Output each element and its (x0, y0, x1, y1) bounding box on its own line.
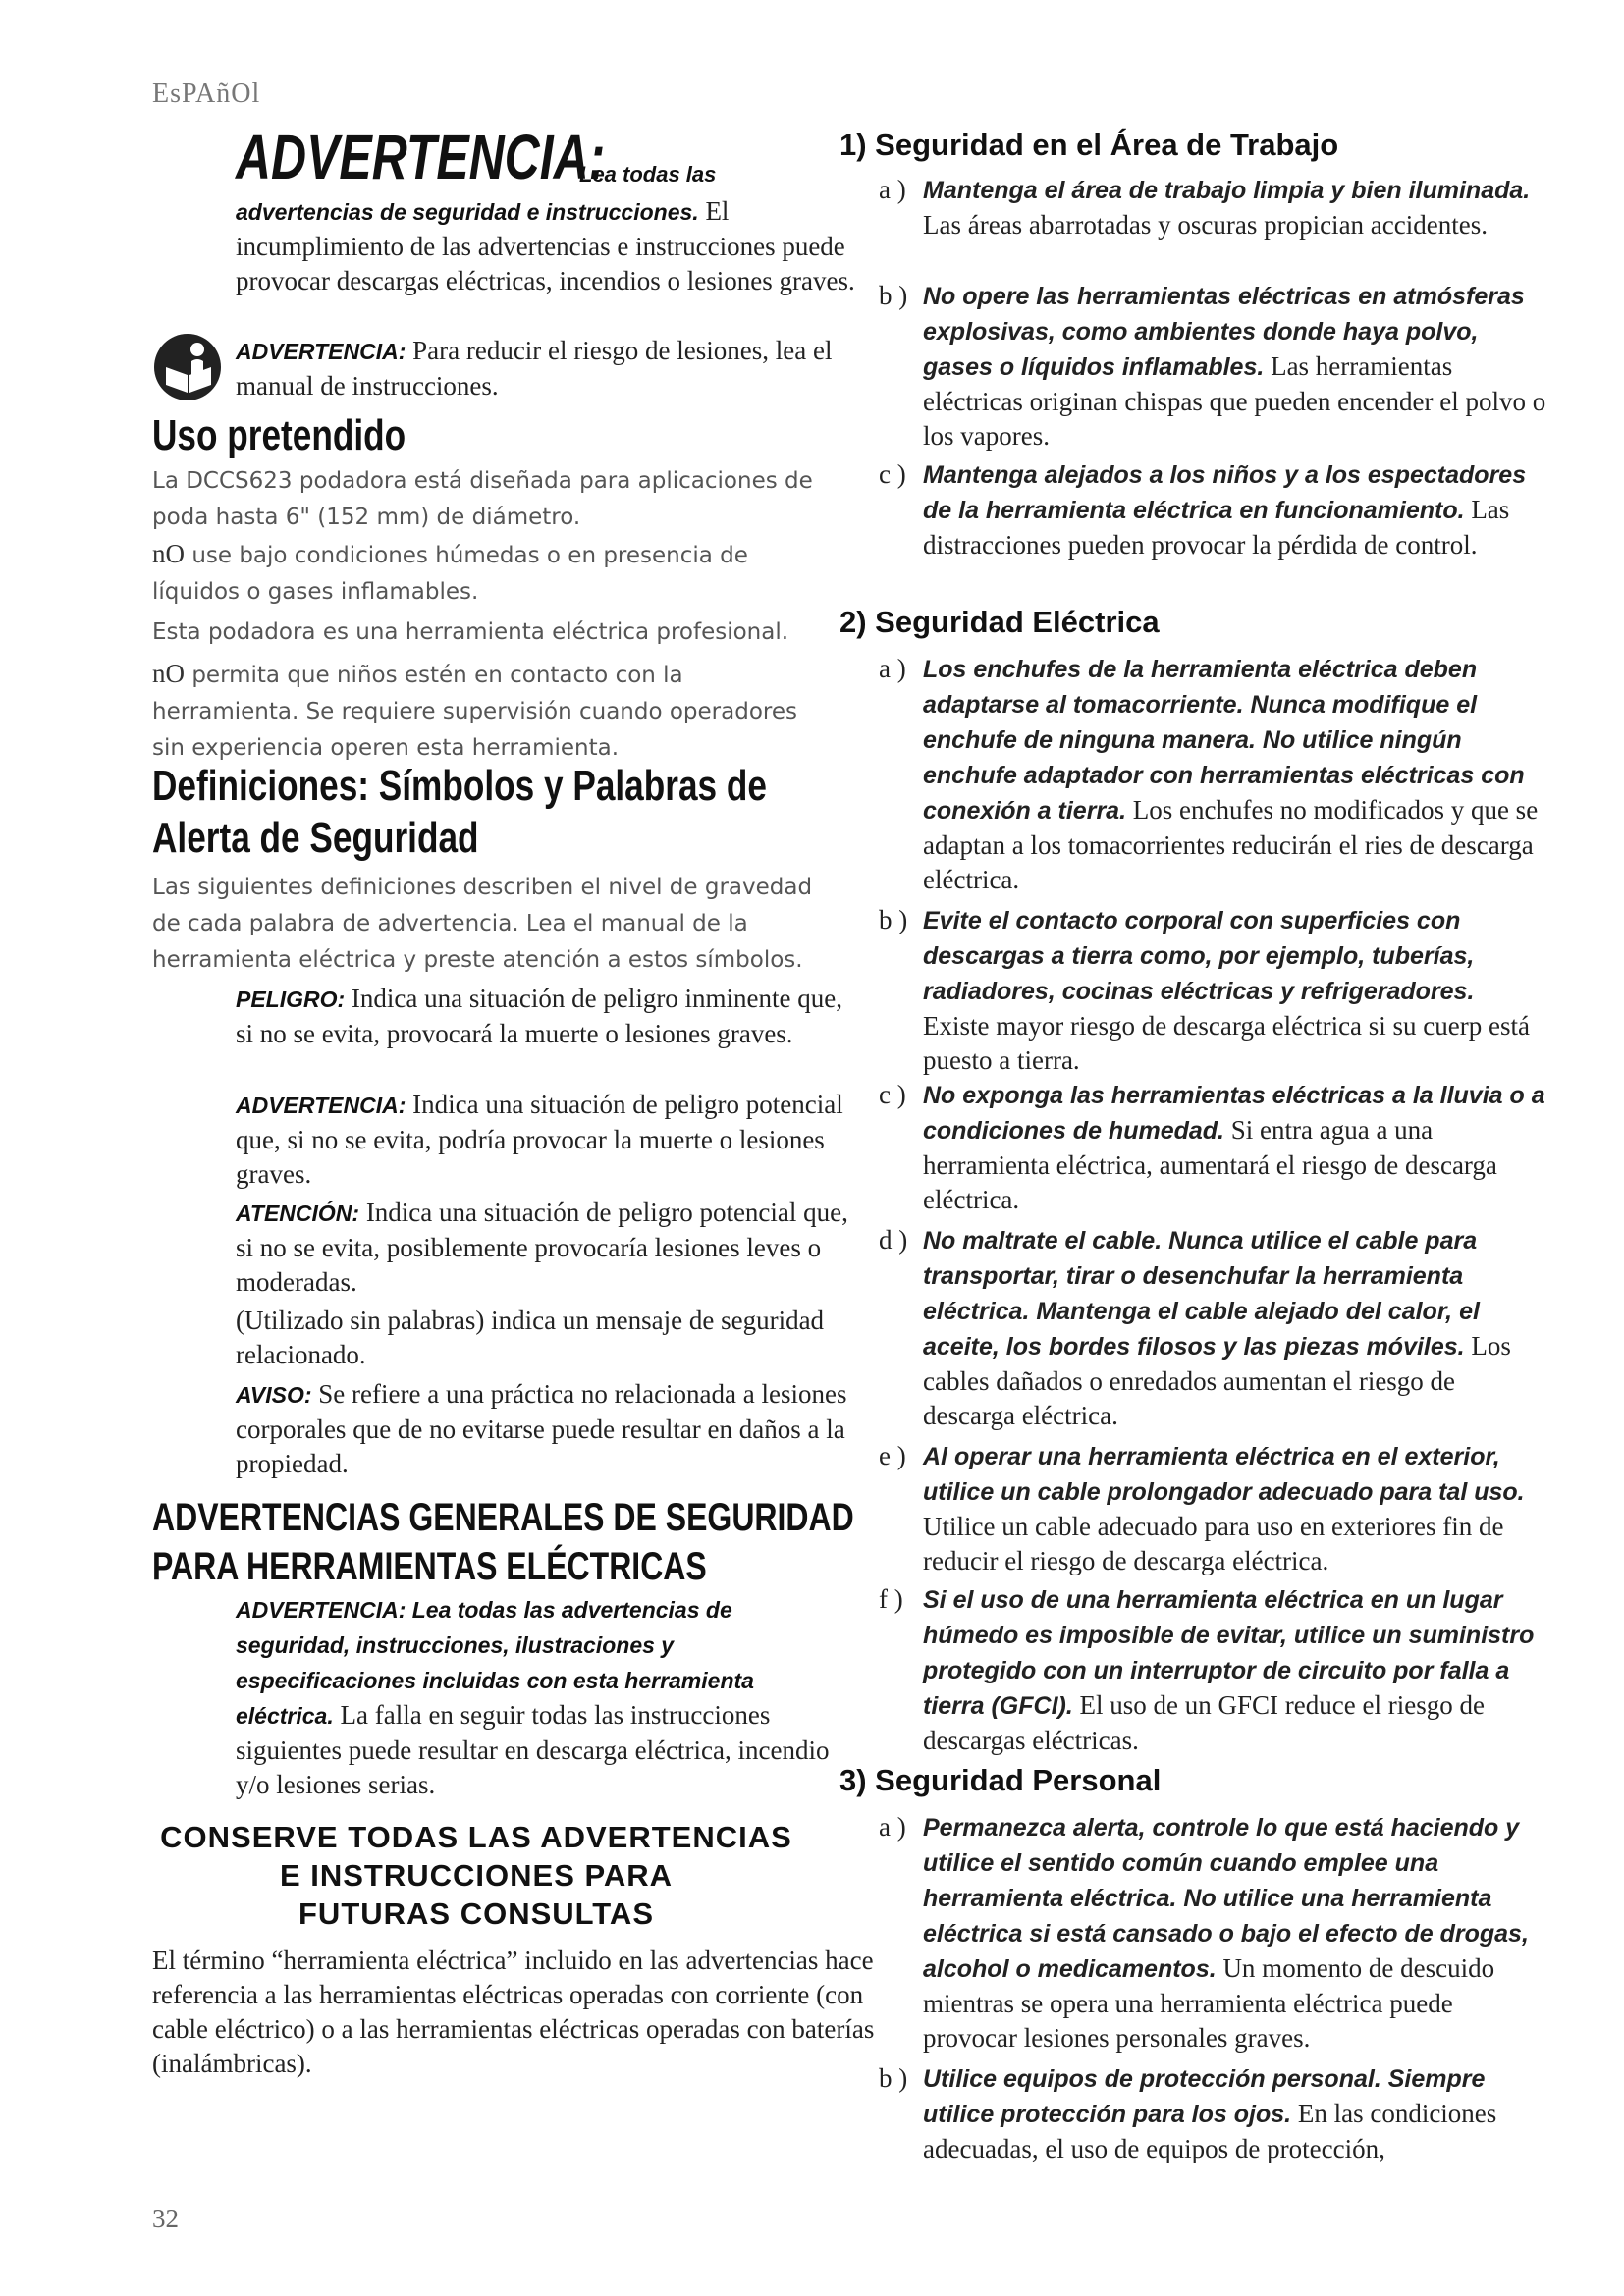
warning-main (236, 122, 903, 192)
s2-item-e: e ) Al operar una herramienta eléctrica en el exterior, utilice un cable prolongador adecuado para tal uso. Utilice un cable adecuado para uso en exteriores fin de reducir el riesgo de descarga eléctrica. (879, 1441, 1525, 1575)
definitions-heading-1: Definiciones: Símbolos y Palabras de (152, 762, 767, 810)
s1-item-a: a ) Mantenga el área de trabajo limpia y bien iluminada. Las áreas abarrotadas y oscuras propician accidentes. (879, 175, 1531, 240)
general-warnings-heading-2: PARA HERRAMIENTAS ELÉCTRICAS (152, 1545, 707, 1588)
warning-main-text: advertencias de seguridad e instrucciones. El incumplimiento de las advertencias e instrucciones puede provocar descargas eléctricas, incendios o lesiones graves. (236, 196, 855, 295)
intended-use-p2: nO use bajo condiciones húmedas o en presencia de líquidos o gases inflamables. (152, 539, 748, 605)
intended-use-p4: nO permita que niños estén en contacto con la herramienta. Se requiere supervisión cuando operadores sin experiencia operen esta herramienta. (152, 659, 797, 761)
s2-item-b: b ) Evite el contacto corporal con superficies con descargas a tierra como, por ejemplo, tuberías, radiadores, cocinas eléctricas y refrigeradores. Existe mayor riesgo de descarga eléctrica si su cuerp está puesto a tierra. (879, 905, 1530, 1075)
page-number: 32 (152, 2204, 179, 2233)
section-1-heading: 1) Seguridad en el Área de Trabajo (839, 128, 1339, 162)
warning-lead-start: Lea todas las (579, 162, 717, 187)
def-aviso: AVISO: Se refiere a una práctica no relacionada a lesiones corporales que de no evitarse puede resultar en daños a la propiedad. (236, 1379, 847, 1478)
term-definition: El término “herramienta eléctrica” incluido en las advertencias hace referencia a las herramientas eléctricas operadas con corriente (con cable eléctrico) o a las herramientas eléctricas operadas con baterías (inalámbricas). (152, 1946, 875, 2078)
intended-use-heading: Uso pretendido (152, 411, 406, 459)
s2-item-c: c ) No exponga las herramientas eléctricas a la lluvia o a condiciones de humedad. Si entra agua a una herramienta eléctrica, aumentará el riesgo de descarga eléctrica. (879, 1080, 1545, 1214)
s3-item-a: a ) Permanezca alerta, controle lo que está haciendo y utilice el sentido común cuando emplee una herramienta eléctrica. No utilice una herramienta eléctrica si está cansado o bajo el efecto de drogas, alcohol o medicamentos. Un momento de descuido mientras se opera una herramienta eléctrica puede provocar lesiones personales graves. (879, 1812, 1529, 2053)
manual-warning: ADVERTENCIA: Para reducir el riesgo de lesiones, lea el manual de instrucciones. (236, 336, 833, 400)
warning-title: ADVERTENCIA: (236, 122, 606, 192)
section-3-heading: 3) Seguridad Personal (839, 1763, 1162, 1797)
def-atencion: ATENCIÓN: Indica una situación de peligro potencial que, si no se evita, posiblemente provocaría lesiones leves o moderadas. (236, 1198, 848, 1297)
def-unlabeled: (Utilizado sin palabras) indica un mensaje de seguridad relacionado. (236, 1306, 825, 1369)
intended-use-p3: Esta podadora es una herramienta eléctrica profesional. (152, 619, 789, 645)
s1-item-b: b ) No opere las herramientas eléctricas en atmósferas explosivas, como ambientes donde haya polvo, gases o líquidos inflamables. Las herramientas eléctricas originan chispas que pueden encender el polvo o los vapores. (879, 281, 1546, 451)
def-advertencia: ADVERTENCIA: Indica una situación de peligro potencial que, si no se evita, podría provocar la muerte o lesiones graves. (236, 1090, 843, 1189)
s3-item-b: b ) Utilice equipos de protección personal. Siempre utilice protección para los ojos. En las condiciones adecuadas, el uso de equipos de protección, (879, 2063, 1497, 2163)
general-warnings-heading-1: ADVERTENCIAS GENERALES DE SEGURIDAD (152, 1496, 854, 1539)
definitions-intro: Las siguientes definiciones describen el nivel de gravedad de cada palabra de advertencia. Lea el manual de la herramienta eléctrica y preste atención a estos símbolos. (152, 875, 813, 973)
conserve-notice: CONSERVE TODAS LAS ADVERTENCIAS E INSTRUCCIONES PARA FUTURAS CONSULTAS (160, 1820, 792, 1931)
read-manual-icon (152, 332, 223, 402)
s2-item-f: f ) Si el uso de una herramienta eléctrica en un lugar húmedo es imposible de evitar, utilice un suministro protegido con un interruptor de circuito por falla a tierra (GFCI). El uso de un GFCI reduce el riesgo de descargas eléctricas. (879, 1584, 1535, 1755)
s1-item-c: c ) Mantenga alejados a los niños y a los espectadores de la herramienta eléctrica en funcionamiento. Las distracciones pueden provocar la pérdida de control. (879, 459, 1527, 560)
def-peligro: PELIGRO: Indica una situación de peligro inminente que, si no se evita, provocará la muerte o lesiones graves. (236, 984, 843, 1048)
section-2-heading: 2) Seguridad Eléctrica (839, 605, 1160, 639)
s2-item-a: a ) Los enchufes de la herramienta eléctrica deben adaptarse al tomacorriente. Nunca modifique el enchufe de ninguna manera. No utilice ningún enchufe adaptador con herramientas eléctricas con conexión a tierra. Los enchufes no modificados y que se adaptan a los tomacorrientes reducirán el ries de descarga eléctrica. (879, 654, 1539, 894)
general-warnings-text: ADVERTENCIA: Lea todas las advertencias de seguridad, instrucciones, ilustraciones y especificaciones incluidas con esta herramienta eléctrica. La falla en seguir todas las instrucciones siguientes puede resultar en descarga eléctrica, incendio y/o lesiones serias. (236, 1597, 830, 1799)
definitions-heading-2: Alerta de Seguridad (152, 814, 479, 862)
intended-use-p1: La DCCS623 podadora está diseñada para aplicaciones de poda hasta 6" (152 mm) de diámetro. (152, 468, 813, 530)
s2-item-d: d ) No maltrate el cable. Nunca utilice el cable para transportar, tirar o desenchufar la herramienta eléctrica. Mantenga el cable alejado del calor, el aceite, los bordes filosos y las piezas móviles. Los cables dañados o enredados aumentan el riesgo de descarga eléctrica. (879, 1225, 1511, 1430)
language-label: EsPAñOl (152, 79, 261, 109)
